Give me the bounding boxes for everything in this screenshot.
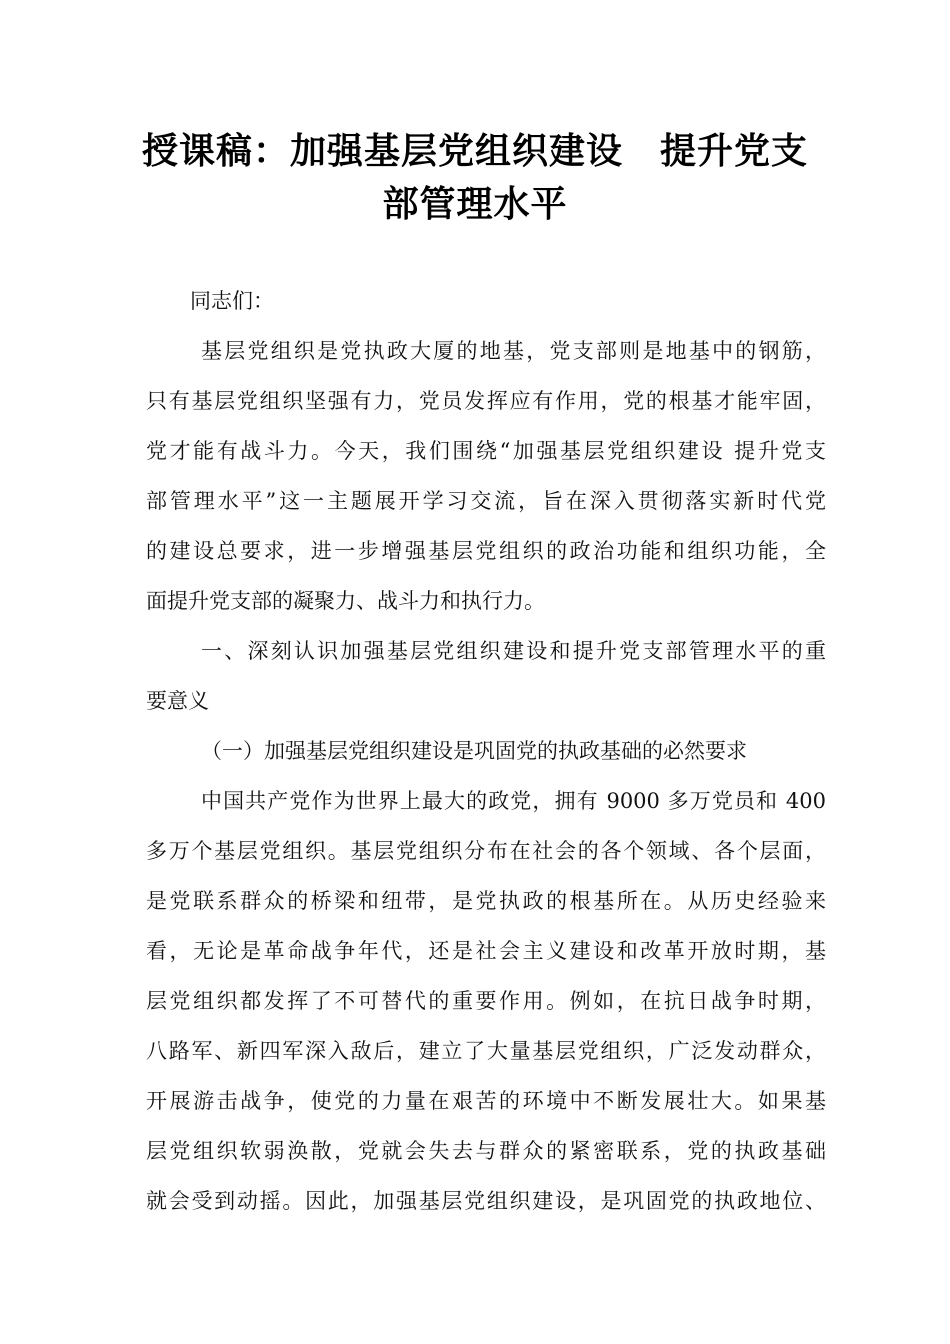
- document-title-line-1: 授课稿：加强基层党组织建设 提升党支: [141, 131, 808, 172]
- intro-line: 的建设总要求，进一步增强基层党组织的政治功能和组织功能，全: [146, 539, 826, 563]
- body-line: 开展游击战争，使党的力量在艰苦的环境中不断发展壮大。如果基: [146, 1089, 826, 1113]
- intro-line: 只有基层党组织坚强有力，党员发挥应有作用，党的根基才能牢固，: [146, 389, 826, 413]
- document-title-line-2: 部管理水平: [382, 184, 568, 225]
- body-line: 中国共产党作为世界上最大的政党，拥有 9000 多万党员和 400: [201, 789, 826, 813]
- body-line: 就会受到动摇。因此，加强基层党组织建设，是巩固党的执政地位、: [146, 1189, 826, 1213]
- subsection-heading: （一）加强基层党组织建设是巩固党的执政基础的必然要求: [201, 739, 747, 763]
- section-heading-line: 要意义: [146, 689, 209, 713]
- greeting: 同志们：: [190, 289, 274, 313]
- body-line: 是党联系群众的桥梁和纽带，是党执政的根基所在。从历史经验来: [146, 889, 826, 913]
- intro-line: 基层党组织是党执政大厦的地基，党支部则是地基中的钢筋，: [201, 339, 826, 363]
- section-heading-line: 一、深刻认识加强基层党组织建设和提升党支部管理水平的重: [201, 639, 826, 663]
- intro-line: 部管理水平”这一主题展开学习交流，旨在深入贯彻落实新时代党: [146, 489, 826, 513]
- body-line: 多万个基层党组织。基层党组织分布在社会的各个领域、各个层面，: [146, 839, 826, 863]
- body-line: 层党组织软弱涣散，党就会失去与群众的紧密联系，党的执政基础: [146, 1139, 826, 1163]
- body-line: 八路军、新四军深入敌后，建立了大量基层党组织，广泛发动群众，: [146, 1039, 826, 1063]
- body-line: 看，无论是革命战争年代，还是社会主义建设和改革开放时期，基: [146, 939, 826, 963]
- intro-line: 党才能有战斗力。今天，我们围绕“加强基层党组织建设 提升党支: [146, 439, 826, 463]
- body-line: 层党组织都发挥了不可替代的重要作用。例如，在抗日战争时期，: [146, 989, 826, 1013]
- intro-line: 面提升党支部的凝聚力、战斗力和执行力。: [146, 589, 545, 613]
